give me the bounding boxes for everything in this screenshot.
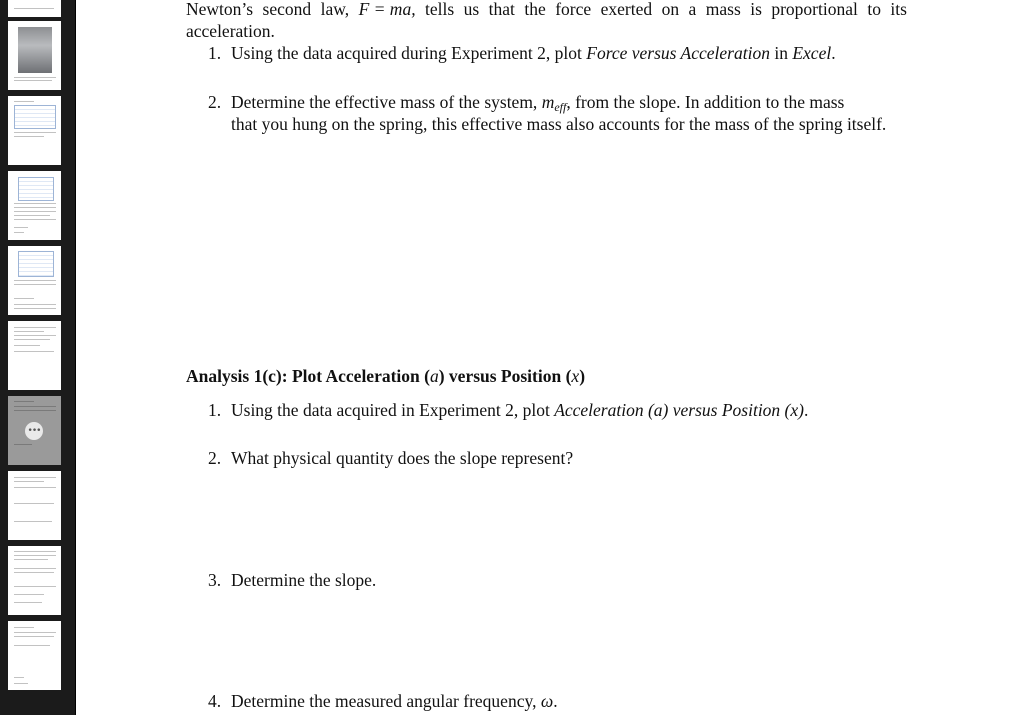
page-thumbnail-6[interactable]	[8, 321, 61, 390]
list-text-part: Determine the measured angular frequency,	[231, 691, 541, 711]
list-text-part: Using the data acquired during Experiment 2, plot	[231, 43, 587, 63]
list-text-part: .	[831, 43, 836, 63]
intro-word: exerted	[600, 0, 653, 19]
page-thumbnail-3[interactable]	[8, 96, 61, 165]
intro-word: proportional	[771, 0, 858, 19]
list-text-part: .	[553, 691, 558, 711]
more-options-button[interactable]	[25, 422, 43, 440]
intro-word: the	[524, 0, 546, 19]
intro-word: force	[555, 0, 592, 19]
intro-word: on	[661, 0, 680, 19]
list-text-part: .	[803, 400, 809, 420]
list-text-italic: Excel	[792, 43, 832, 63]
list-number: 1.	[208, 400, 222, 420]
intro-word: is	[750, 0, 762, 19]
page-thumbnail-8[interactable]	[8, 471, 61, 540]
heading-part: ) versus Position (	[438, 366, 572, 386]
section-heading	[186, 365, 585, 387]
heading-part: )	[579, 366, 586, 386]
list-text-part: Using the data acquired in Experiment 2, plot	[231, 400, 555, 420]
intro-line-1	[186, 0, 907, 20]
list-text	[231, 690, 907, 712]
effective-mass-symbol: m	[541, 92, 555, 112]
list-text	[231, 42, 907, 64]
list-number: 1.	[208, 43, 222, 63]
list-text: that you hung on the spring, this effective mass also accounts for the mass of the spring itself.	[231, 114, 887, 134]
intro-equation: F = ma,	[358, 0, 416, 19]
list-text-part: in	[769, 43, 793, 63]
page-thumbnail-4[interactable]	[8, 171, 61, 240]
page-thumbnail-sidebar	[0, 0, 76, 715]
intro-word: us	[463, 0, 480, 19]
list-text	[231, 399, 907, 421]
list-text-italic: Force versus Acceleration	[586, 43, 770, 63]
intro-word: its	[890, 0, 907, 19]
list-text: What physical quantity does the slope represent?	[231, 448, 574, 468]
intro-line-2: acceleration.	[186, 21, 275, 41]
intro-word: to	[867, 0, 881, 19]
intro-word: a	[688, 0, 697, 19]
list-number: 4.	[208, 691, 222, 711]
omega-symbol: ω	[540, 691, 554, 711]
page-thumbnail-9[interactable]	[8, 546, 61, 615]
list-text: Determine the slope.	[231, 570, 377, 590]
ellipsis-icon: •••	[27, 425, 41, 436]
list-text-part: Determine the effective mass of the system,	[231, 92, 542, 112]
page-thumbnail-10[interactable]	[8, 621, 61, 690]
heading-variable: x	[571, 366, 580, 386]
list-number: 3.	[208, 570, 222, 590]
intro-word: Newton’s	[186, 0, 254, 19]
list-text-part: , from the slope. In addition to the mass	[566, 92, 845, 112]
page-thumbnail-7[interactable]	[8, 396, 61, 465]
intro-word: tells	[425, 0, 455, 19]
heading-part: Analysis 1(c): Plot Acceleration (	[186, 366, 430, 386]
list-text-italic: Acceleration (a) versus Position (x)	[554, 400, 804, 420]
intro-word: law,	[320, 0, 350, 19]
page-thumbnail-1[interactable]	[8, 0, 61, 17]
page-thumbnail-2[interactable]	[8, 21, 61, 90]
document-viewport[interactable]	[76, 0, 1024, 715]
page-thumbnail-5[interactable]	[8, 246, 61, 315]
list-number: 2.	[208, 448, 222, 468]
effective-mass-subscript: eff	[554, 100, 567, 114]
intro-word: mass	[705, 0, 741, 19]
intro-word: second	[262, 0, 312, 19]
heading-variable: a	[429, 366, 439, 386]
intro-word: that	[488, 0, 515, 19]
list-number: 2.	[208, 92, 222, 112]
